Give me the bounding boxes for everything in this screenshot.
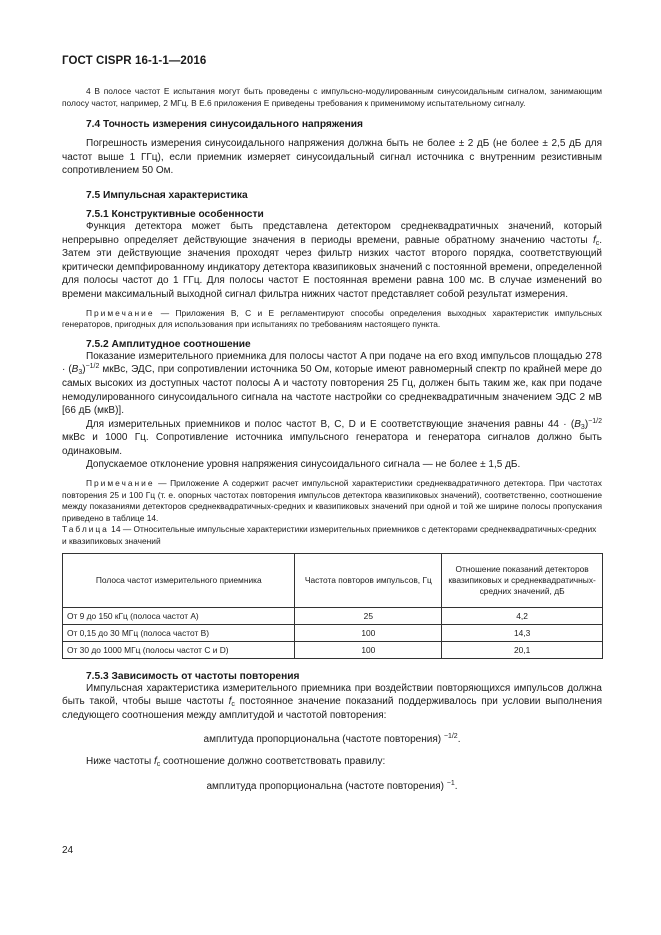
table-row xyxy=(63,624,603,641)
section-7-4-title: 7.4 Точность измерения синусоидального напряжения xyxy=(86,119,363,131)
section-7-5-2-paragraph-2: Для измерительных приемников и полос частот B, C, D и E соответствующие значения равны $44 \cdot (B_3)^{-1/2}$ мкВс и 1000 Гц. Сопротивление источника импульсного генератора и генератора сигналов должно быть одинаковым. xyxy=(62,417,602,457)
table-cell: 20,1 xyxy=(442,641,603,658)
table-cell: 100 xyxy=(295,624,442,641)
section-7-5-3-paragraph-2: Ниже частоты $f_c$ соотношение должно соответствовать правилу: xyxy=(86,756,386,768)
table-cell: От 9 до 150 кГц (полоса частот А) xyxy=(63,607,295,624)
section-7-5-2-note: Примечание — Приложение A содержит расчет импульсной характеристики среднеквадратичного детектора. При частотах повторения 25 и 100 Гц (т. е. опорных частотах повторения импульсов детектора квазипиковых значений), соответственно, соотношение между показаниями детекторов среднеквадратичных-средних и квазипиковых значений при одной и той же ширине полосы пропускания приведено в таблице 14. xyxy=(62,478,602,523)
table-14 xyxy=(62,553,603,659)
table-cell: От 0,15 до 30 МГц (полоса частот В) xyxy=(63,624,295,641)
section-7-5-1-paragraph: Функция детектора может быть представлена детектором среднеквадратичных значений, который непрерывно определяет действующие значения в периоды времени, равные обратному значению частоты $f_c$. Затем эти действующие значения проходят через фильтр низких частот второго порядка, соответствующий критически демпфированному индикатору детектора квазипиковых значений с постоянной времени, определенной для полосы частот до 1 ГГц. Для полосы частот E постоянная времени равна 100 мс. В случае изменений во времени максимальный выходной сигнал фильтра нижних частот представляет собой результат измерения. xyxy=(62,220,602,300)
table-cell: От 30 до 1000 МГц (полосы частот С и D) xyxy=(63,641,295,658)
section-7-5-2-paragraph-3: Допускаемое отклонение уровня напряжения синусоидального сигнала — не более ± 1,5 дБ. xyxy=(86,459,521,471)
table-14-caption: Таблица 14 — Относительные импульсные характеристики измерительных приемников с детекторами среднеквадратичных-средних и квазипиковых значений xyxy=(62,524,597,547)
table-cell: 14,3 xyxy=(442,624,603,641)
table-row xyxy=(63,641,603,658)
section-7-5-1-note: Примечание — Приложения B, C и E регламентируют способы определения выходных характеристик импульсных генераторов, пригодных для использования при испытаниях по требованиям настоящего пункта. xyxy=(62,307,602,330)
table-cell: 100 xyxy=(295,641,442,658)
page-number: 24 xyxy=(62,845,74,856)
table-cell: 4,2 xyxy=(442,607,603,624)
formula-2: амплитуда пропорциональна (частоте повторения) $^{-1}$. xyxy=(206,779,458,792)
section-7-4-text: Погрешность измерения синусоидального напряжения должна быть не более ± 2 дБ (не более ± 2,5 дБ для частот выше 1 ГГц), если приемник измеряет синусоидальный сигнал источника с внутренним резистивным сопротивлением 50 Ом. xyxy=(62,138,602,177)
section-7-5-2-title: 7.5.2 Амплитудное соотношение xyxy=(86,338,251,350)
section-7-5-title: 7.5 Импульсная характеристика xyxy=(86,189,248,201)
note-4: 4 В полосе частот E испытания могут быть проведены с импульсно-модулированным синусоидальным сигналом, занимающим полосу частот, например, 2 МГц. В Е.6 приложения E приведены требования к применимому испытательному сигналу. xyxy=(62,86,602,108)
table-header-cell: Отношение показаний детекторов квазипиковых и среднеквадратичных-средних значений, дБ xyxy=(442,553,603,607)
formula-1: амплитуда пропорциональна (частоте повторения) $^{-1/2}$. xyxy=(203,733,461,746)
table-cell: 25 xyxy=(295,607,442,624)
section-7-5-3-title: 7.5.3 Зависимость от частоты повторения xyxy=(86,670,300,682)
section-7-5-3-paragraph-1: Импульсная характеристика измерительного приемника при воздействии повторяющихся импульсов должна быть такой, чтобы выше частоты $f_c$ постоянное значение показаний поддерживалось при условии выполнения следующего соотношения между амплитудой и частотой повторения: xyxy=(62,682,602,721)
section-7-5-2-paragraph-1: Показание измерительного приемника для полосы частот A при подаче на его вход импульсов площадью $278 \cdot (B_3)^{-1/2}$ мкВс, ЭДС, при сопротивлении источника 50 Ом, которые имеют равномерный спектр по крайней мере до самых высоких из доступных частот полосы A и частоту повторения 25 Гц, должен быть таким же, как при подаче немодулированного синусоидального сигнала на частоте настройки со среднеквадратичным значением ЭДС 2 мВ [66 дБ (мкВ)]. xyxy=(62,350,602,417)
section-7-5-1-title: 7.5.1 Конструктивные особенности xyxy=(86,208,264,220)
table-header-cell: Полоса частот измерительного приемника xyxy=(63,553,295,607)
table-header-cell: Частота повторов импульсов, Гц xyxy=(295,553,442,607)
table-header-row xyxy=(63,553,603,607)
document-page xyxy=(62,55,602,793)
table-row xyxy=(63,607,603,624)
document-header: ГОСТ CISPR 16-1-1—2016 xyxy=(62,55,207,67)
